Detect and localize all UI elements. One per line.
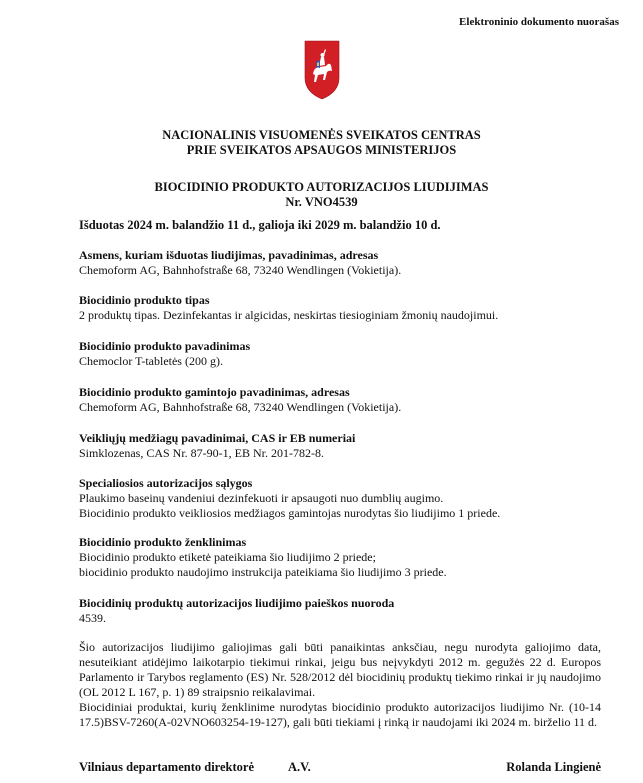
section-heading: Veikliųjų medžiagų pavadinimai, CAS ir EB numeriai [79,431,356,445]
section-text: Chemoform AG, Bahnhofstraße 68, 73240 Wendlingen (Vokietija). [79,263,402,277]
title-line-1: BIOCIDINIO PRODUKTO AUTORIZACIJOS LIUDIJIMAS [154,180,489,194]
section-heading: Biocidinio produkto gamintojo pavadinimas, adresas [79,385,350,399]
section-text: Plaukimo baseinų vandeniui dezinfekuoti ir apsaugoti nuo dumblių augimo. [79,491,444,505]
organization-name [0,128,643,158]
section-heading: Biocidinio produkto pavadinimas [79,339,251,353]
section-heading: Specialiosios autorizacijos sąlygos [79,476,253,490]
signatory-name: Rolanda Lingienė [506,760,601,774]
vytis-coat-of-arms-icon [304,40,340,100]
seal-place: A.V. [288,760,311,774]
org-line-2: PRIE SVEIKATOS APSAUGOS MINISTERIJOS [186,143,457,157]
section-text: Chemoclor T-tabletės (200 g). [79,354,223,368]
section-text: 4539. [79,611,106,625]
issue-validity: Išduotas 2024 m. balandžio 11 d., galioja iki 2029 m. balandžio 10 d. [79,218,441,232]
section-labelling [79,535,601,580]
section-heading: Biocidinio produkto ženklinimas [79,535,247,549]
document-title [0,180,643,210]
section-text: 2 produktų tipas. Dezinfekantas ir algicidas, neskirtas tiesioginiam žmonių naudojimui. [79,308,499,322]
section-product-type [79,293,601,323]
header-note: Elektroninio dokumento nuorašas [459,16,619,28]
section-text: Chemoform AG, Bahnhofstraße 68, 73240 Wendlingen (Vokietija). [79,400,402,414]
section-heading: Asmens, kuriam išduotas liudijimas, pavadinimas, adresas [79,248,379,262]
paragraph-revocation: Šio autorizacijos liudijimo galiojimas gali būti panaikintas anksčiau, negu nurodyta galiojimo data, nesuteikiant atidėjimo laikotarpio tiekimui rinkai, jeigu bus neįvykdyti 2012 m. gegužės 22 d. Europos Parlamento ir Tarybos reglamento (ES) Nr. 528/2012 dėl biocidinių produktų tiekimo rinkai ir jų naudojimo (OL 2012 L 167, p. 1) 89 straipsnio reikalavimai. [79,640,601,699]
section-text: biocidinio produkto naudojimo instrukcija pateikiama šio liudijimo 3 priede. [79,565,447,579]
section-text: Biocidinio produkto veikliosios medžiagos gamintojas nurodytas šio liudijimo 1 priede. [79,506,501,520]
section-special-conditions [79,476,601,521]
certificate-number: Nr. VNO4539 [285,195,358,209]
section-text: Simklozenas, CAS Nr. 87-90-1, EB Nr. 201-782-8. [79,446,324,460]
section-active-substances [79,431,601,461]
section-text: Biocidinio produkto etiketė pateikiama šio liudijimo 2 priede; [79,550,376,564]
section-heading: Biocidinių produktų autorizacijos liudijimo paieškos nuoroda [79,596,395,610]
section-search-reference [79,596,601,626]
section-product-name [79,339,601,369]
section-holder [79,248,601,278]
signatory-title: Vilniaus departamento direktorė [79,760,254,774]
paragraph-previous-certificate: Biocidiniai produktai, kurių ženklinime nurodytas biocidinio produkto autorizacijos liudijimo Nr. (10-14 17.5)BSV-7260(A-02VNO603254-19-127), gali būti tiekiami į rinką ir naudojami iki 2024 m. birželio 11 d. [79,700,601,729]
section-manufacturer [79,385,601,415]
org-line-1: NACIONALINIS VISUOMENĖS SVEIKATOS CENTRAS [162,128,481,142]
section-heading: Biocidinio produkto tipas [79,293,210,307]
